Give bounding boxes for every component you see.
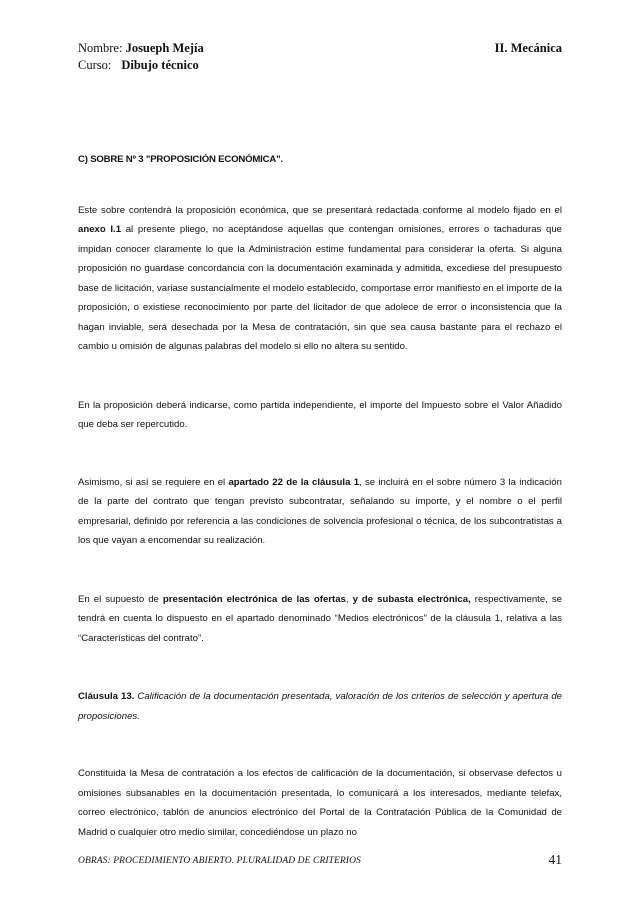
para4-text-2: ,	[345, 593, 353, 605]
paragraph-vat: En la proposición deberá indicarse, como partida independiente, el importe del Impuesto sobre el Valor Añadido que deba ser repercutido.	[78, 399, 562, 430]
footer-text: OBRAS: PROCEDIMIENTO ABIERTO. PLURALIDAD DE CRITERIOS	[78, 856, 361, 866]
para4-bold-2: y de subasta electrónica,	[352, 593, 471, 605]
course-label: Curso:	[78, 58, 112, 72]
para3-text-1: Asimismo, si así se requiere en el	[78, 476, 229, 488]
page-header	[78, 40, 562, 74]
para3-bold-apartado: apartado 22 de la cláusula 1	[228, 476, 360, 488]
paragraph-electronic	[78, 590, 562, 649]
para3-text-2: , se incluirá en el sobre número 3 la indicación de la parte del contrato que tengan previsto subcontratar, señalando su importe, y el nombre o el perfil empresarial, definido por referencia a las condiciones de solvencia profesional o técnica, de los subcontratistas a los que vayan a encomendar su realización.	[78, 476, 562, 546]
clause-13-title: Calificación de la documentación presentada, valoración de los criterios de selección y apertura de proposiciones.	[78, 691, 562, 722]
course-row	[78, 57, 562, 74]
para4-text-3: respectivamente, se tendrá en cuenta lo dispuesto en el apartado denominado “Medios electrónicos” de la cláusula 1, relativa a las “Características del contrato”.	[78, 593, 562, 644]
para1-text-2: al presente pliego, no aceptándose aquellas que contengan omisiones, errores o tachaduras que impidan conocer claramente lo que la Administración estime fundamental para considerar la oferta. Si alguna proposición no guardase concordancia con la documentación examinada y admitida, excediese del presupuesto base de licitación, variase sustancialmente el modelo establecido, comportase error manifiesto en el importe de la proposición, o existiese reconocimiento por parte del licitador de que adolece de error o inconsistencia que la hagan inviable, será desechada por la Mesa de contratación, sin que sea causa bastante para el rechazo el cambio u omisión de algunas palabras del modelo si ello no altera su sentido.	[78, 224, 562, 352]
page-body	[78, 150, 562, 842]
header-right-title: II. Mecánica	[494, 41, 562, 55]
para1-text-1: Este sobre contendrá la proposición económica, que se presentará redactada conforme al modelo fijado en el	[78, 204, 562, 216]
para4-text-1: En el supuesto de	[78, 593, 163, 605]
name-row	[78, 40, 562, 57]
clause-13-heading	[78, 687, 562, 726]
paragraph-mesa: Constituida la Mesa de contratación a los efectos de calificación de la documentación, si observase defectos u omisiones subsanables en la documentación presentada, lo comunicará a los interesados, mediante telefax, correo electrónico, tablón de anuncios electrónico del Portal de la Contratación Pública de la Comunidad de Madrid o cualquier otro medio similar, concediéndose un plazo no	[78, 768, 562, 838]
course-value: Dibujo técnico	[121, 58, 199, 72]
paragraph-envelope-contents	[78, 201, 562, 357]
paragraph-subcontracting	[78, 473, 562, 551]
clause-13-label: Cláusula 13.	[78, 691, 135, 702]
name-label: Nombre:	[78, 41, 123, 55]
section-c-heading: C) SOBRE Nº 3 "PROPOSICIÓN ECONÓMICA".	[78, 154, 283, 165]
page-number: 41	[548, 852, 562, 867]
para1-bold-annex: anexo I.1	[78, 224, 122, 235]
para4-bold-1: presentación electrónica de las ofertas	[162, 593, 346, 605]
name-value: Josueph Mejía	[125, 41, 204, 55]
